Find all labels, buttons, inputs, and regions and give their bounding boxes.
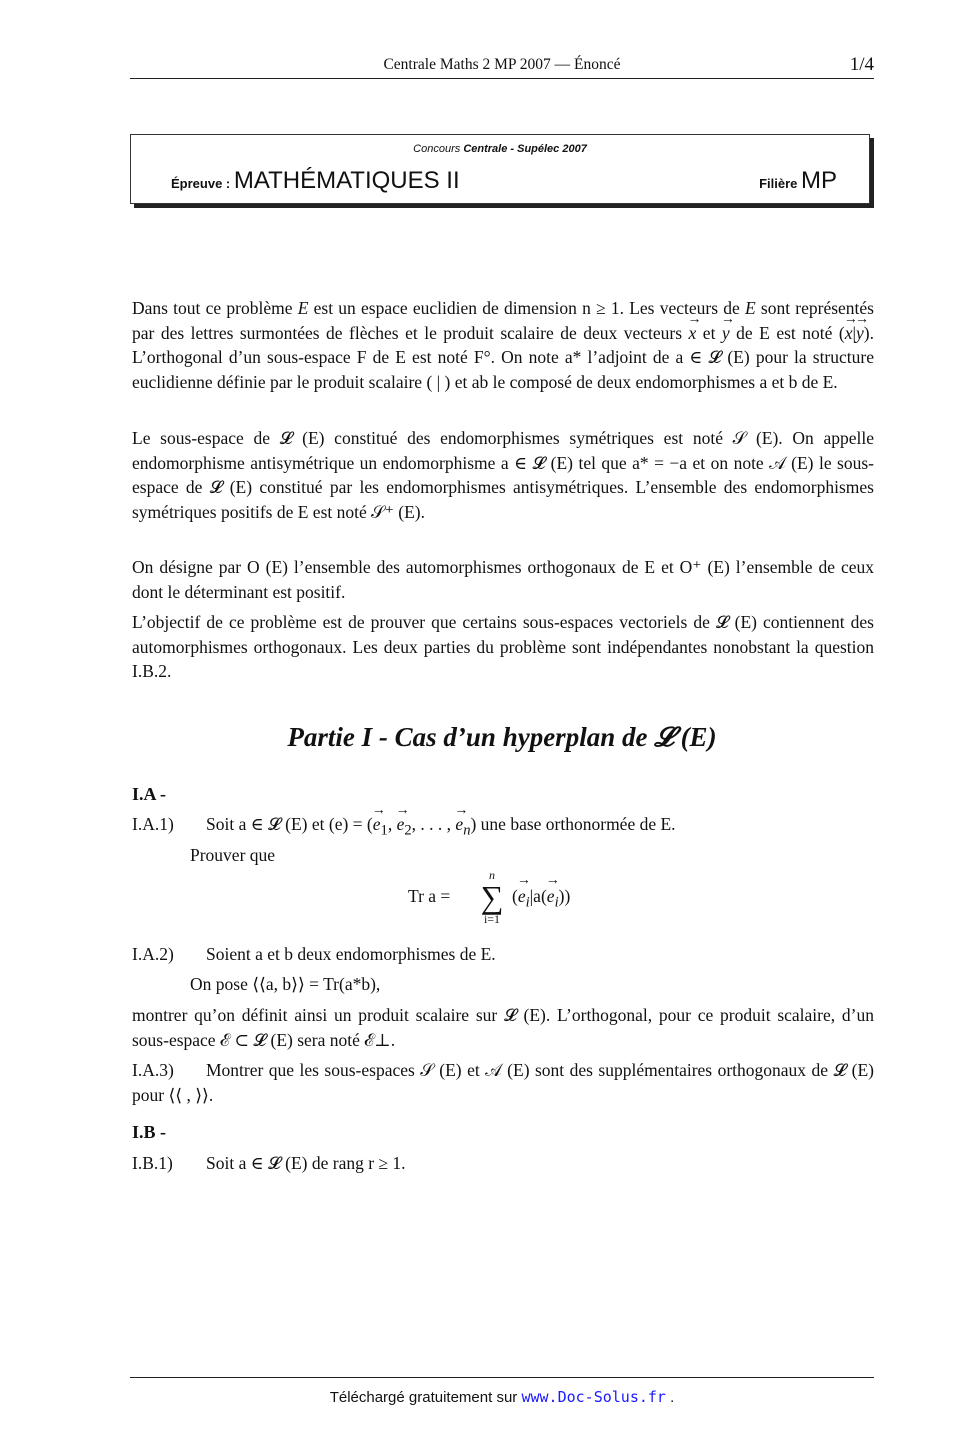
question-label: I.A.2) [132, 944, 174, 964]
epreuve-label: Épreuve : [171, 176, 234, 191]
subscript: i [554, 894, 559, 911]
vector-e1: → e [373, 812, 381, 837]
text-run: E [744, 298, 756, 318]
definition-line: On pose ⟨⟨a, b⟩⟩ = Tr(a*b), [190, 974, 381, 994]
subscript: 1 [380, 822, 388, 839]
section-heading-IB: I.B - [132, 1122, 167, 1142]
sum-upper-bound: n [489, 868, 495, 882]
question-label: I.A.1) [132, 814, 174, 834]
vector-y: → y [722, 321, 730, 346]
prove-instruction: Prouver que [190, 845, 276, 865]
trace-formula [408, 866, 708, 932]
question-IA1 [132, 812, 676, 843]
vector-x: → x [845, 321, 853, 346]
text-run: E [297, 298, 309, 318]
text-run: | [852, 322, 857, 343]
text-run: |a( [529, 886, 547, 906]
exam-box [130, 134, 870, 204]
text-run: , . . . , [411, 814, 456, 834]
epreuve-value: MATHÉMATIQUES II [233, 167, 460, 194]
footer [130, 1377, 874, 1406]
running-header [130, 52, 874, 79]
contest-value: Centrale - Supélec 2007 [463, 143, 587, 155]
text-run: ( [512, 886, 518, 906]
intro-paragraph-2: Le sous-espace de 𝓛 (E) constitué des endomorphismes symétriques est noté 𝒮 (E). On appelle endomorphisme antisymétrique un endomorphisme a ∈ 𝓛 (E) tel que a* = −a et on note 𝒜 (E) le sous-espace de 𝓛 (E) constitué par les endomorphismes antisymétriques. L’ensemble des endomorphismes symétriques positifs de E est noté 𝒮⁺ (E). [132, 428, 874, 522]
part-title: Partie I - Cas d’un hyperplan de 𝓛 (E) [287, 722, 717, 752]
vector-x: → x [689, 321, 697, 346]
question-IA2-continuation: montrer qu’on définit ainsi un produit scalaire sur 𝓛 (E). L’orthogonal, pour ce produit scalaire, d’un sous-espace ℰ ⊂ 𝓛 (E) sera noté ℰ⊥. [132, 1005, 874, 1050]
question-text: Soient a et b deux endomorphismes de E. [206, 944, 496, 964]
vector-en: → e [455, 812, 463, 837]
intro-paragraph-1 [132, 296, 874, 394]
question-text: Montrer que les sous-espaces 𝒮 (E) et 𝒜 (E) sont des supplémentaires orthogonaux de 𝓛 (E) pour ⟨⟨ , ⟩⟩. [132, 1060, 874, 1105]
text-run: Soit a ∈ 𝓛 (E) et (e) = ( [206, 814, 373, 834]
page-number: 1/4 [849, 54, 874, 75]
question-text: Soit a ∈ 𝓛 (E) de rang r ≥ 1. [206, 1153, 406, 1173]
text-run: de E est noté ( [729, 322, 845, 343]
sum-symbol [472, 868, 512, 927]
intro-paragraph-4: L’objectif de ce problème est de prouver que certains sous-espaces vectoriels de 𝓛 (E) contiennent des automorphismes orthogonaux. Les deux parties du problème sont indépendantes nonobstant la question I.B.2. [132, 612, 874, 681]
contest-label: Concours [413, 143, 464, 155]
vector-y: → y [856, 321, 864, 346]
text-run: et [696, 322, 722, 343]
footer-text: Téléchargé gratuitement sur [329, 1389, 522, 1406]
text-run: ). L’orthogonal d’un sous-espace F de E est noté F°. On note a* l’adjoint de a ∈ 𝓛 (E) pour la structure euclidienne définie par le produit scalaire ( | ) et ab le composé de deux endomorphismes a et b de E. [132, 322, 874, 392]
intro-paragraph-3: On désigne par O (E) l’ensemble des automorphismes orthogonaux de E et O⁺ (E) l’ensemble de ceux dont le déterminant est positif. [132, 557, 874, 602]
text-run: est un espace euclidien de dimension n ≥ 1. Les vecteurs de [308, 298, 745, 318]
sigma-glyph: ∑ [480, 879, 504, 915]
document-title: Centrale Maths 2 MP 2007 — Énoncé [383, 56, 621, 73]
subscript: n [463, 822, 471, 839]
sum-lower-bound: i=1 [483, 912, 501, 926]
text-run: sont représentés par des lettres surmontées de flèches et le produit scalaire de deux vecteurs [132, 298, 874, 343]
subscript: i [525, 894, 530, 911]
text-run: , [387, 814, 397, 834]
filiere [759, 167, 837, 195]
section-heading-IA: I.A - [132, 784, 167, 804]
question-label: I.B.1) [132, 1153, 173, 1173]
epreuve [171, 167, 460, 195]
footer-end: . [665, 1389, 675, 1406]
vector-ei: → e [547, 886, 555, 907]
question-IA2 [132, 942, 496, 967]
vector-ei: → e [518, 886, 526, 907]
text-run: )) [558, 886, 571, 906]
filiere-label: Filière [759, 176, 801, 191]
footer-link[interactable]: www.Doc-Solus.fr [521, 1388, 666, 1406]
contest-name [131, 143, 869, 155]
vector-e2: → e [397, 812, 405, 837]
formula-lhs: Tr a = [408, 886, 451, 906]
formula-rhs [512, 886, 570, 912]
question-label: I.A.3) [132, 1060, 174, 1080]
text-run: ) une base orthonormée de E. [470, 814, 676, 834]
question-IB1 [132, 1151, 406, 1176]
subscript: 2 [404, 822, 412, 839]
question-IA3 [132, 1058, 874, 1107]
filiere-value: MP [801, 167, 837, 194]
text-run: Dans tout ce problème [132, 298, 298, 318]
